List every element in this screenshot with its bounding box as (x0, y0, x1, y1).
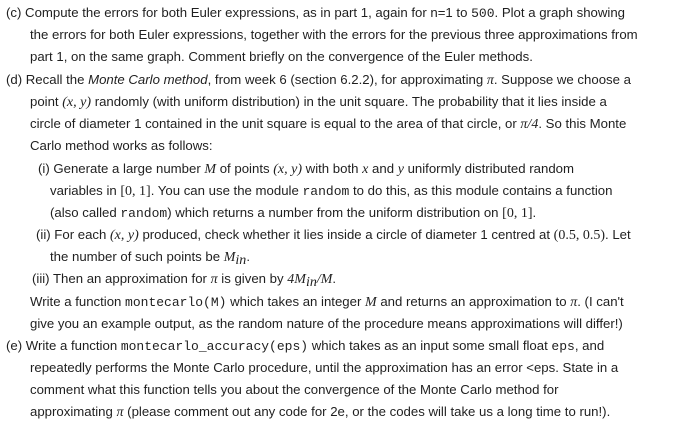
math-pi: π (486, 73, 494, 88)
text: (please comment out any code for 2e, or the codes will take us a long time to run!). (123, 404, 611, 419)
text: . Plot a graph showing (494, 5, 625, 20)
text: . Suppose we choose a (493, 72, 631, 87)
code-inline: eps (551, 339, 575, 354)
text: . (332, 271, 337, 286)
step-i-line-2 (50, 180, 612, 201)
text: point (30, 94, 63, 109)
part-d-line-2 (30, 91, 607, 112)
text: and (368, 161, 398, 176)
text: uniformly distributed random (403, 161, 574, 176)
text: randomly (with uniform distribution) in the unit square. The probability that it lies inside a (91, 94, 607, 109)
part-e-line-4 (30, 401, 610, 422)
text: is given by (217, 271, 288, 286)
text: . Let (605, 227, 631, 242)
text: ) which returns a number from the uniform distribution on (167, 205, 503, 220)
part-d-line-4 (30, 135, 213, 156)
text: Write a function (30, 294, 126, 309)
math-subscript: in (305, 275, 317, 290)
math-point: (x, y) (273, 162, 303, 177)
math-pi-over-4: π/4 (520, 117, 539, 132)
part-d-line-3 (30, 113, 626, 134)
math-x: x (362, 162, 369, 177)
text: (e) Write a function (6, 338, 121, 353)
text: (d) Recall the (6, 72, 89, 87)
part-d-line-1 (6, 69, 631, 90)
text: the errors for both Euler expressions, together with the errors for the previous three approximations from (30, 27, 638, 42)
math-over-M: /M (316, 272, 333, 287)
text: produced, check whether it lies inside a circle of diameter 1 centred at (138, 227, 554, 242)
text: with both (302, 161, 363, 176)
text: . So this Monte (538, 116, 627, 131)
text: comment what this function tells you about the convergence of the Monte Carlo method for (30, 382, 559, 397)
text: (c) Compute the errors for both Euler expressions, as in part 1, again for n=1 to (6, 5, 472, 20)
math-interval: [0, 1] (120, 184, 151, 199)
part-d-write-line-2 (30, 313, 623, 334)
text: (also called (50, 205, 121, 220)
math-pi: π (116, 405, 124, 420)
text: Carlo method works as follows: (30, 138, 213, 153)
math-M: M (204, 162, 217, 177)
math-M: M (365, 295, 377, 310)
code-inline: random (302, 184, 350, 199)
part-c-line-3 (30, 46, 533, 67)
math-4M: 4M (287, 272, 306, 287)
part-c-line-2 (30, 24, 638, 45)
text: (i) Generate a large number (38, 161, 205, 176)
text: , from week 6 (section 6.2.2), for approximating (207, 72, 487, 87)
text: variables in (50, 183, 121, 198)
step-ii-line-2 (50, 246, 250, 267)
text: repeatedly performs the Monte Carlo procedure, until the approximation has an error <eps. State in a (30, 360, 619, 375)
emphasis-text: Monte Carlo method (88, 72, 208, 87)
math-y: y (397, 162, 404, 177)
text: part 1, on the same graph. Comment briefly on the convergence of the Euler methods. (30, 49, 533, 64)
math-center: (0.5, 0.5) (553, 228, 605, 243)
part-e-line-3 (30, 379, 559, 400)
text: (iii) Then an approximation for (32, 271, 211, 286)
math-point: (x, y) (110, 228, 139, 243)
text: , and (574, 338, 605, 353)
step-ii-line-1 (36, 224, 631, 245)
code-inline: random (120, 206, 168, 221)
text: which takes an integer (226, 294, 366, 309)
step-i-line-3 (50, 202, 536, 223)
math-pi: π (570, 295, 578, 310)
text: . You can use the module (150, 183, 303, 198)
text: and returns an approximation to (376, 294, 571, 309)
text: (ii) For each (36, 227, 111, 242)
math-interval: [0, 1] (502, 206, 533, 221)
code-inline: 500 (471, 6, 495, 21)
code-inline: montecarlo_accuracy(eps) (120, 339, 309, 354)
text: which takes as an input some small float (308, 338, 552, 353)
part-e-line-1 (6, 335, 604, 356)
text: approximating (30, 404, 117, 419)
text: . (I can't (577, 294, 624, 309)
math-point: (x, y) (62, 95, 92, 110)
part-d-write-line-1 (30, 291, 624, 312)
math-subscript: in (235, 253, 247, 268)
math-M: M (223, 250, 236, 265)
step-iii-line-1 (32, 268, 336, 289)
part-c-line-1 (6, 2, 625, 23)
math-pi: π (210, 272, 218, 287)
text: to do this, as this module contains a function (349, 183, 613, 198)
text: . (246, 249, 250, 264)
part-e-line-2 (30, 357, 618, 378)
text: the number of such points be (50, 249, 224, 264)
code-inline: montecarlo(M) (125, 295, 227, 310)
step-i-line-1 (38, 158, 574, 179)
text: . (532, 205, 537, 220)
text: circle of diameter 1 contained in the unit square is equal to the area of that circle, or (30, 116, 521, 131)
text: of points (216, 161, 274, 176)
text: give you an example output, as the random nature of the procedure means approximations will differ!) (30, 316, 623, 331)
